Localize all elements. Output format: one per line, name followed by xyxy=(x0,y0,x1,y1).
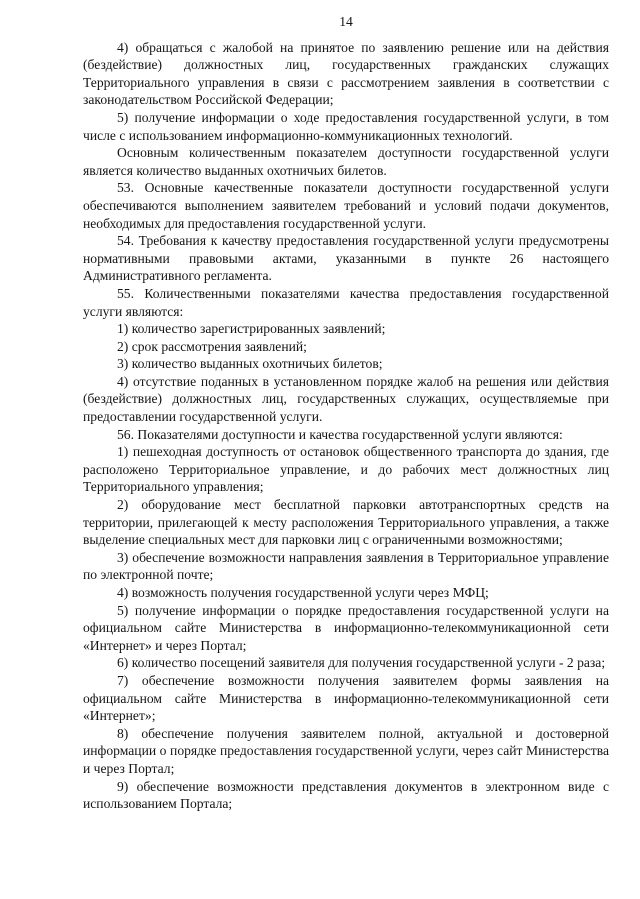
list-item: 9) обеспечение возможности представления документов в электронном виде с использованием Портала; xyxy=(83,778,609,812)
list-item: 4) возможность получения государственной услуги через МФЦ; xyxy=(117,585,489,600)
paragraph: 4) обращаться с жалобой на принятое по заявлению решение или на действия (бездействие) должностных лиц, государственных гражданских служащих Территориального управления в связи с рассмотрением заявления в соответствии с законодательством Российской Федерации; xyxy=(83,39,609,108)
list-item: 3) количество выданных охотничьих билетов; xyxy=(117,356,383,372)
paragraph: 5) получение информации о ходе предоставления государственной услуги, в том числе с использованием информационно-коммуникационных технологий. xyxy=(83,109,609,143)
list-item: 4) отсутствие поданных в установленном порядке жалоб на решения или действия (бездействие) должностных лиц, государственных служащих, осуществляемые при предоставлении государственной услуги. xyxy=(83,373,609,425)
paragraph: 53. Основные качественные показатели доступности государственной услуги обеспечиваются выполнением заявителем требований и условий подачи документов, необходимых для предоставления государственной услуги. xyxy=(83,180,609,231)
document-body xyxy=(83,39,609,813)
paragraph: 55. Количественными показателями качества предоставления государственной услуги являются: xyxy=(83,285,609,319)
list-item: 5) получение информации о порядке предоставления государственной услуги на официальном сайте Министерства в информационно-телекоммуникационной сети «Интернет» и через Портал; xyxy=(83,602,609,653)
list-item: 8) обеспечение получения заявителем полной, актуальной и достоверной информации о порядке предоставления государственной услуги, через сайт Министерства и через Портал; xyxy=(83,725,609,776)
list-item: 2) срок рассмотрения заявлений; xyxy=(117,338,307,354)
list-item: 1) пешеходная доступность от остановок общественного транспорта до здания, где расположено Территориальное управление, и до рабочих мест должностных лиц Территориального управления; xyxy=(83,444,609,495)
list-item: 3) обеспечение возможности направления заявления в Территориальное управление по электронной почте; xyxy=(83,549,609,583)
list-item: 6) количество посещений заявителя для получения государственной услуги - 2 раза; xyxy=(117,655,606,671)
paragraph: Основным количественным показателем доступности государственной услуги является количество выданных охотничьих билетов. xyxy=(83,145,609,178)
list-item: 1) количество зарегистрированных заявлений; xyxy=(117,321,386,337)
paragraph: 56. Показателями доступности и качества государственной услуги являются: xyxy=(117,426,563,442)
page-number: 14 xyxy=(339,14,353,29)
list-item: 2) оборудование мест бесплатной парковки автотранспортных средств на территории, прилегающей к месту расположения Территориального управления, а также выделение специальных мест для парковки лиц с ограниченными возможностями; xyxy=(83,497,609,548)
list-item: 7) обеспечение возможности получения заявителем формы заявления на официальном сайте Министерства в информационно-телекоммуникационной сети «Интернет»; xyxy=(83,672,609,724)
paragraph: 54. Требования к качеству предоставления государственной услуги предусмотрены нормативными правовыми актами, указанными в пункте 26 настоящего Административного регламента. xyxy=(83,233,609,284)
